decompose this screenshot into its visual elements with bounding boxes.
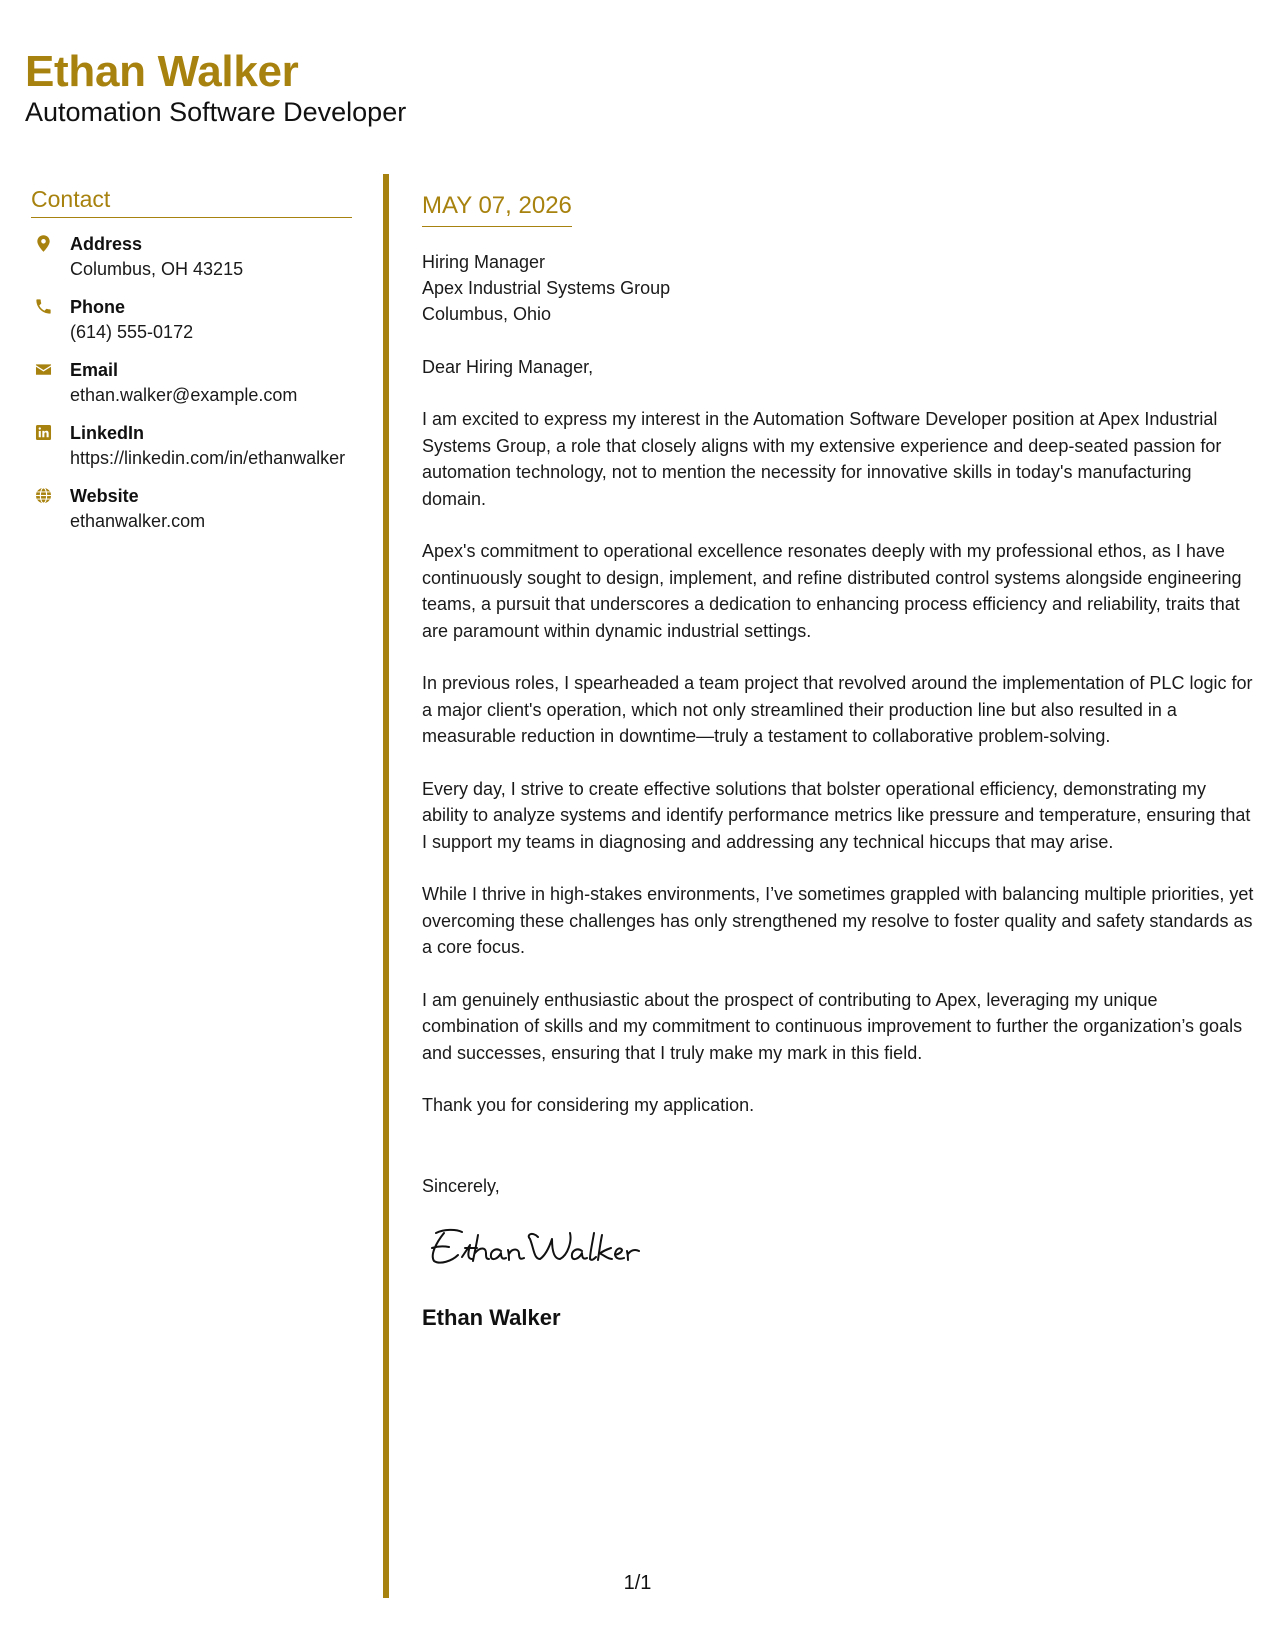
letter-date: MAY 07, 2026 bbox=[422, 192, 572, 227]
body-paragraph: I am excited to express my interest in the Automation Software Developer position at Apex Industrial Systems Group, a role that closely aligns with my extensive experience and deep-seated passion for automation technology, not to mention the necessity for innovative skills in today's manufacturing domain. bbox=[422, 409, 1222, 509]
email-value[interactable]: ethan.walker@example.com bbox=[70, 385, 298, 405]
email-icon bbox=[34, 360, 53, 379]
applicant-name: Ethan Walker bbox=[25, 47, 299, 96]
contact-item-email bbox=[31, 358, 352, 408]
letter-body bbox=[422, 192, 1257, 1331]
contact-label: Phone bbox=[70, 297, 126, 317]
vertical-divider bbox=[383, 174, 389, 1598]
contact-item-phone bbox=[31, 295, 352, 345]
closing: Sincerely, bbox=[422, 1175, 500, 1196]
recipient-title: Hiring Manager bbox=[422, 251, 546, 272]
contact-item-linkedin bbox=[31, 421, 352, 471]
contact-sidebar bbox=[31, 186, 352, 547]
contact-item-website bbox=[31, 484, 352, 534]
thank-you-line: Thank you for considering my application. bbox=[422, 1095, 755, 1116]
linkedin-icon bbox=[34, 423, 53, 442]
recipient-location: Columbus, Ohio bbox=[422, 303, 552, 324]
page-number: 1/1 bbox=[623, 1572, 652, 1594]
contact-heading: Contact bbox=[31, 186, 352, 218]
website-value[interactable]: ethanwalker.com bbox=[70, 511, 206, 531]
salutation: Dear Hiring Manager, bbox=[422, 356, 594, 377]
recipient-block bbox=[422, 249, 1257, 327]
contact-list bbox=[31, 232, 352, 534]
signed-name: Ethan Walker bbox=[422, 1304, 561, 1330]
phone-value: (614) 555-0172 bbox=[70, 322, 194, 342]
recipient-company: Apex Industrial Systems Group bbox=[422, 277, 671, 298]
letter-header bbox=[25, 48, 406, 129]
job-title: Automation Software Developer bbox=[25, 97, 407, 128]
contact-label: Website bbox=[70, 486, 139, 506]
address-value: Columbus, OH 43215 bbox=[70, 259, 244, 279]
body-paragraph: In previous roles, I spearheaded a team project that revolved around the implementation of PLC logic for a major client's operation, which not only streamlined their production line but also resulted in a measurable reduction in downtime—truly a testament to collaborative problem-solving. bbox=[422, 673, 1253, 747]
body-paragraph: While I thrive in high-stakes environments, I’ve sometimes grappled with balancing multiple priorities, yet overcoming these challenges has only strengthened my resolve to foster quality and safety standards as a core focus. bbox=[422, 884, 1254, 958]
contact-label: LinkedIn bbox=[70, 423, 145, 443]
globe-icon bbox=[34, 486, 53, 505]
linkedin-value[interactable]: https://linkedin.com/in/ethanwalker bbox=[70, 448, 346, 468]
phone-icon bbox=[34, 297, 53, 316]
contact-label: Email bbox=[70, 360, 119, 380]
body-paragraph: Every day, I strive to create effective solutions that bolster operational efficiency, demonstrating my ability to analyze systems and identify performance metrics like pressure and temperature, ensuring that I support my teams in diagnosing and addressing any technical hiccups that may arise. bbox=[422, 778, 1251, 852]
contact-item-address bbox=[31, 232, 352, 282]
body-paragraph: I am genuinely enthusiastic about the prospect of contributing to Apex, leveraging my unique combination of skills and my commitment to continuous improvement to further the organization’s goals and successes, ensuring that I truly make my mark in this field. bbox=[422, 989, 1243, 1063]
location-pin-icon bbox=[34, 234, 53, 253]
handwritten-signature bbox=[422, 1221, 647, 1273]
body-paragraph: Apex's commitment to operational excellence resonates deeply with my professional ethos, as I have continuously sought to design, implement, and refine distributed control systems alongside engineering teams, a pursuit that underscores a dedication to enhancing process efficiency and reliability, traits that are paramount within dynamic industrial settings. bbox=[422, 541, 1242, 641]
contact-label: Address bbox=[70, 234, 143, 254]
